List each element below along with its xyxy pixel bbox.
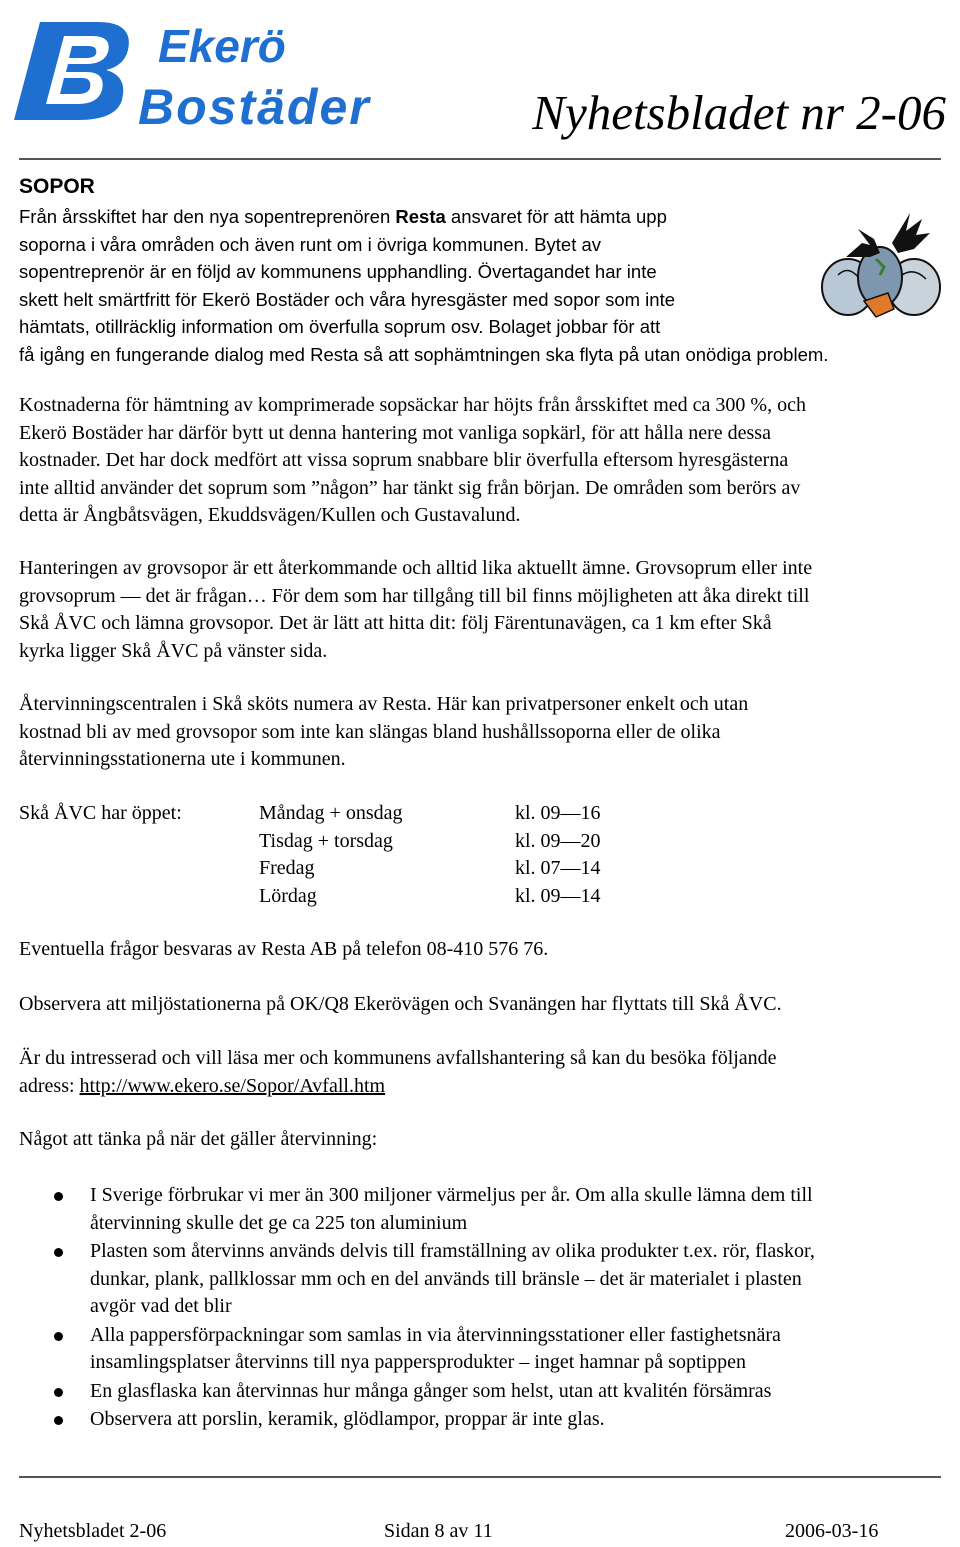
intro-bold-resta: Resta xyxy=(395,206,446,227)
text-line: Något att tänka på när det gäller återvinning: xyxy=(19,1128,378,1150)
newsletter-title: Nyhetsbladet nr 2-06 xyxy=(532,85,946,140)
section-heading: SOPOR xyxy=(19,175,95,198)
hours-days: Fredag xyxy=(259,857,315,879)
hours-row xyxy=(259,800,659,828)
text-line: inte alltid använder det soprum som ”någon” har tänkt sig från början. De områden som berörs av xyxy=(19,476,801,499)
paragraph-questions xyxy=(19,936,959,964)
intro-line: Från årsskiftet har den nya sopentreprenören Resta ansvaret för att hämta upp xyxy=(19,206,667,227)
recycling-tips-list xyxy=(19,1182,959,1435)
hours-time: kl. 09—14 xyxy=(515,884,601,907)
hours-time: kl. 09—16 xyxy=(515,802,601,824)
paragraph-bulky-waste xyxy=(19,555,959,665)
logo-line1: Ekerö xyxy=(158,20,286,72)
avfall-link[interactable]: http://www.ekero.se/Sopor/Avfall.htm xyxy=(79,1074,386,1097)
bullet-icon xyxy=(54,1388,63,1397)
text-line: Kostnaderna för hämtning av komprimerade sopsäckar har höjts från årsskiftet med ca 300 %, och xyxy=(19,394,806,416)
hours-time: kl. 07—14 xyxy=(515,857,601,879)
footer-publication: Nyhetsbladet 2-06 xyxy=(19,1520,167,1542)
text-line: kostnader. Det har dock medfört att vissa soprum snabbare blir överfulla eftersom hyresgästerna xyxy=(19,449,789,471)
hours-days: Måndag + onsdag xyxy=(259,802,403,824)
hours-days: Lördag xyxy=(259,884,317,907)
footer-page-number: Sidan 8 av 11 xyxy=(384,1520,493,1542)
intro-line: skett helt smärtfritt för Ekerö Bostäder och våra hyresgäster med sopor som inte xyxy=(19,288,675,310)
paragraph-read-more xyxy=(19,1045,959,1100)
bullet-icon xyxy=(54,1416,63,1425)
paragraph-costs xyxy=(19,392,959,530)
footer-date: 2006-03-16 xyxy=(785,1520,879,1542)
hours-row xyxy=(259,828,659,856)
text-line: kyrka ligger Skå ÅVC på vänster sida. xyxy=(19,639,328,662)
bullet-icon xyxy=(54,1248,63,1257)
list-item: Observera att porslin, keramik, glödlampor, proppar är inte glas. xyxy=(19,1406,959,1434)
text-line: Är du intresserad och vill läsa mer och kommunens avfallshantering så kan du besöka följande xyxy=(19,1047,777,1069)
list-item: Alla pappersförpackningar som samlas in via återvinningsstationer eller fastighetsnära insamlingsplatser återvinns till nya pappersprodukter – inget hamnar på soptippen xyxy=(19,1322,959,1377)
text-line: Skå ÅVC och lämna grovsopor. Det är lätt att hitta dit: följ Färentunavägen, ca 1 km efter Skå xyxy=(19,612,772,634)
ekero-bostader-logo xyxy=(6,8,426,128)
intro-line: få igång en fungerande dialog med Resta så att sophämtningen ska flyta på utan onödiga problem. xyxy=(19,343,829,365)
intro-line: soporna i våra områden och även runt om i övriga kommunen. Bytet av xyxy=(19,233,602,255)
text-line: Eventuella frågor besvaras av Resta AB på telefon 08-410 576 76. xyxy=(19,938,549,960)
opening-hours-label: Skå ÅVC har öppet: xyxy=(19,802,182,824)
list-item: I Sverige förbrukar vi mer än 300 miljoner värmeljus per år. Om alla skulle lämna dem till återvinning skulle det ge ca 225 ton aluminium xyxy=(19,1182,959,1237)
hours-row xyxy=(259,855,659,883)
text-line: grovsoprum — det är frågan… För dem som har tillgång till bil finns möjligheten att åka direkt till xyxy=(19,584,810,607)
text-line: Ekerö Bostäder har därför bytt ut denna hantering mot vanliga sopkärl, för att hålla nere dessa xyxy=(19,421,771,444)
logo-b-mark xyxy=(14,22,129,120)
paragraph-environment-stations xyxy=(19,991,959,1019)
paragraph-recycling-center xyxy=(19,691,959,774)
intro-line: sopentreprenör är en följd av kommunens upphandling. Övertagandet har inte xyxy=(19,261,657,282)
hours-days: Tisdag + torsdag xyxy=(259,829,393,852)
garbage-bags-crows-illustration xyxy=(818,205,944,325)
intro-line: hämtats, otillräcklig information om överfulla soprum osv. Bolaget jobbar för att xyxy=(19,316,661,337)
bullet-icon xyxy=(54,1332,63,1341)
text-line: Observera att miljöstationerna på OK/Q8 Ekerövägen och Svanängen har flyttats till Skå ÅVC. xyxy=(19,993,782,1015)
hours-row xyxy=(259,883,659,911)
paragraph-think-about xyxy=(19,1126,959,1154)
list-item: Plasten som återvinns används delvis till framställning av olika produkter t.ex. rör, flaskor, dunkar, plank, pallklossar mm och en del används till bränsle – det är materialet i plasten avgör vad det blir xyxy=(19,1238,959,1321)
list-item: En glasflaska kan återvinnas hur många gånger som helst, utan att kvalitén försämras xyxy=(19,1378,959,1406)
hours-time: kl. 09—20 xyxy=(515,829,601,852)
text-line: återvinningsstationerna ute i kommunen. xyxy=(19,748,346,770)
bullet-icon xyxy=(54,1192,63,1201)
text-line: detta är Ångbåtsvägen, Ekuddsvägen/Kullen och Gustavalund. xyxy=(19,504,521,526)
text-line: Hanteringen av grovsopor är ett återkommande och alltid lika aktuellt ämne. Grovsoprum eller inte xyxy=(19,557,813,579)
logo-line2: Bostäder xyxy=(138,79,371,128)
footer-divider xyxy=(19,1476,941,1478)
text-line: Återvinningscentralen i Skå sköts numera av Resta. Här kan privatpersoner enkelt och utan xyxy=(19,693,749,715)
text-line: adress: http://www.ekero.se/Sopor/Avfall.htm xyxy=(19,1074,386,1097)
header-divider xyxy=(19,158,941,160)
text-line: kostnad bli av med grovsopor som inte kan slängas bland hushållssoporna eller de olika xyxy=(19,720,721,743)
